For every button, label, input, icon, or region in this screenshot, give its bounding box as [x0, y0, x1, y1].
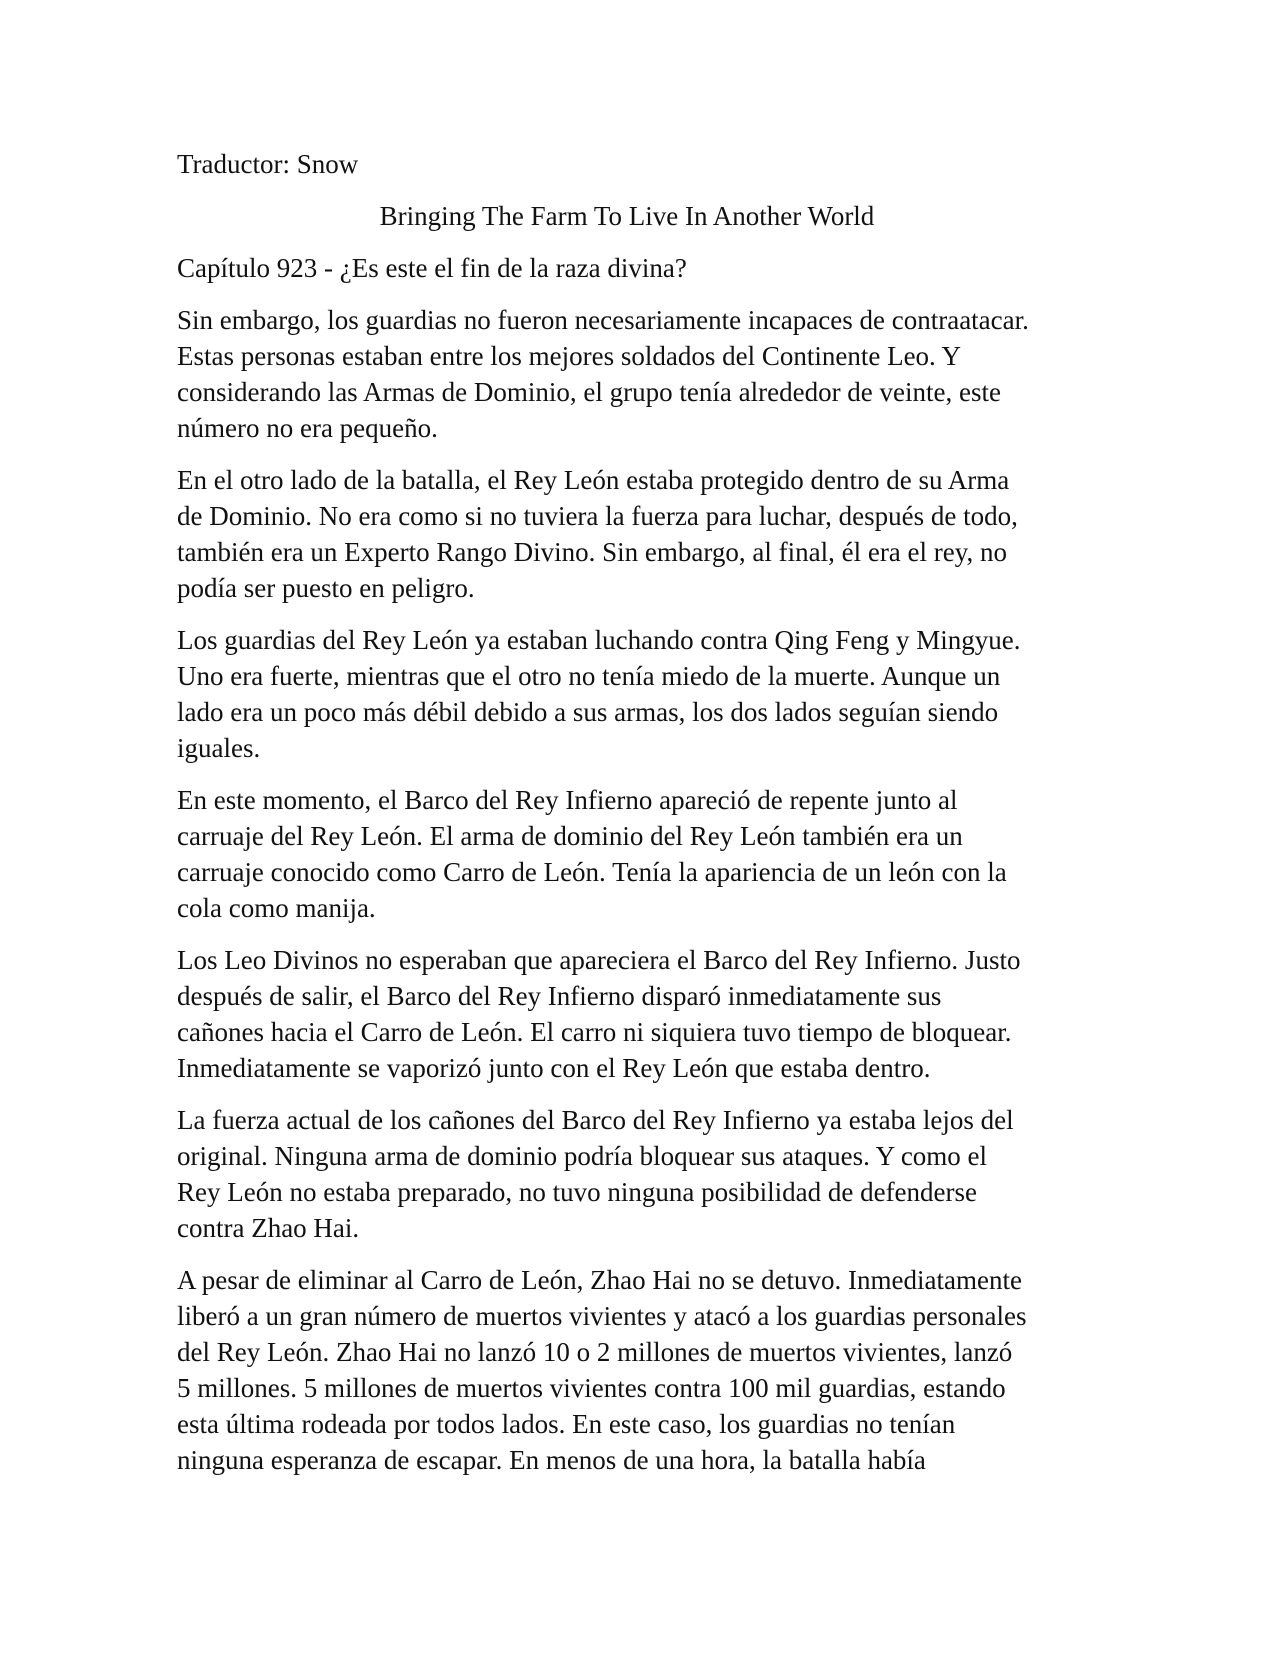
chapter-title: Capítulo 923 - ¿Es este el fin de la raza divina?: [177, 253, 687, 283]
book-title: Bringing The Farm To Live In Another World: [379, 201, 875, 231]
paragraph-1: Sin embargo, los guardias no fueron necesariamente incapaces de contraatacar. Estas personas estaban entre los mejores soldados del Continente Leo. Y considerando las Armas de Dominio, el grupo tenía alrededor de veinte, este número no era pequeño.: [177, 305, 1029, 443]
translator-credit: Traductor: Snow: [177, 149, 359, 179]
paragraph-6: La fuerza actual de los cañones del Barco del Rey Infierno ya estaba lejos del original. Ninguna arma de dominio podría bloquear sus ataques. Y como el Rey León no estaba preparado, no tuvo ninguna posibilidad de defenderse contra Zhao Hai.: [177, 1105, 1014, 1243]
document-content: [177, 146, 1112, 1494]
paragraph-4: En este momento, el Barco del Rey Infierno apareció de repente junto al carruaje del Rey León. El arma de dominio del Rey León también era un carruaje conocido como Carro de León. Tenía la apariencia de un león con la cola como manija.: [177, 785, 1007, 923]
paragraph-7: A pesar de eliminar al Carro de León, Zhao Hai no se detuvo. Inmediatamente liberó a un gran número de muertos vivientes y atacó a los guardias personales del Rey León. Zhao Hai no lanzó 10 o 2 millones de muertos vivientes, lanzó 5 millones. 5 millones de muertos vivientes contra 100 mil guardias, estando esta última rodeada por todos lados. En este caso, los guardias no tenían ninguna esperanza de escapar. En menos de una hora, la batalla había: [177, 1265, 1027, 1475]
paragraph-3: Los guardias del Rey León ya estaban luchando contra Qing Feng y Mingyue. Uno era fuerte, mientras que el otro no tenía miedo de la muerte. Aunque un lado era un poco más débil debido a sus armas, los dos lados seguían siendo iguales.: [177, 625, 1021, 763]
paragraph-5: Los Leo Divinos no esperaban que apareciera el Barco del Rey Infierno. Justo después de salir, el Barco del Rey Infierno disparó inmediatamente sus cañones hacia el Carro de León. El carro ni siquiera tuvo tiempo de bloquear. Inmediatamente se vaporizó junto con el Rey León que estaba dentro.: [177, 945, 1021, 1083]
paragraph-2: En el otro lado de la batalla, el Rey León estaba protegido dentro de su Arma de Dominio. No era como si no tuviera la fuerza para luchar, después de todo, también era un Experto Rango Divino. Sin embargo, al final, él era el rey, no podía ser puesto en peligro.: [177, 465, 1018, 603]
